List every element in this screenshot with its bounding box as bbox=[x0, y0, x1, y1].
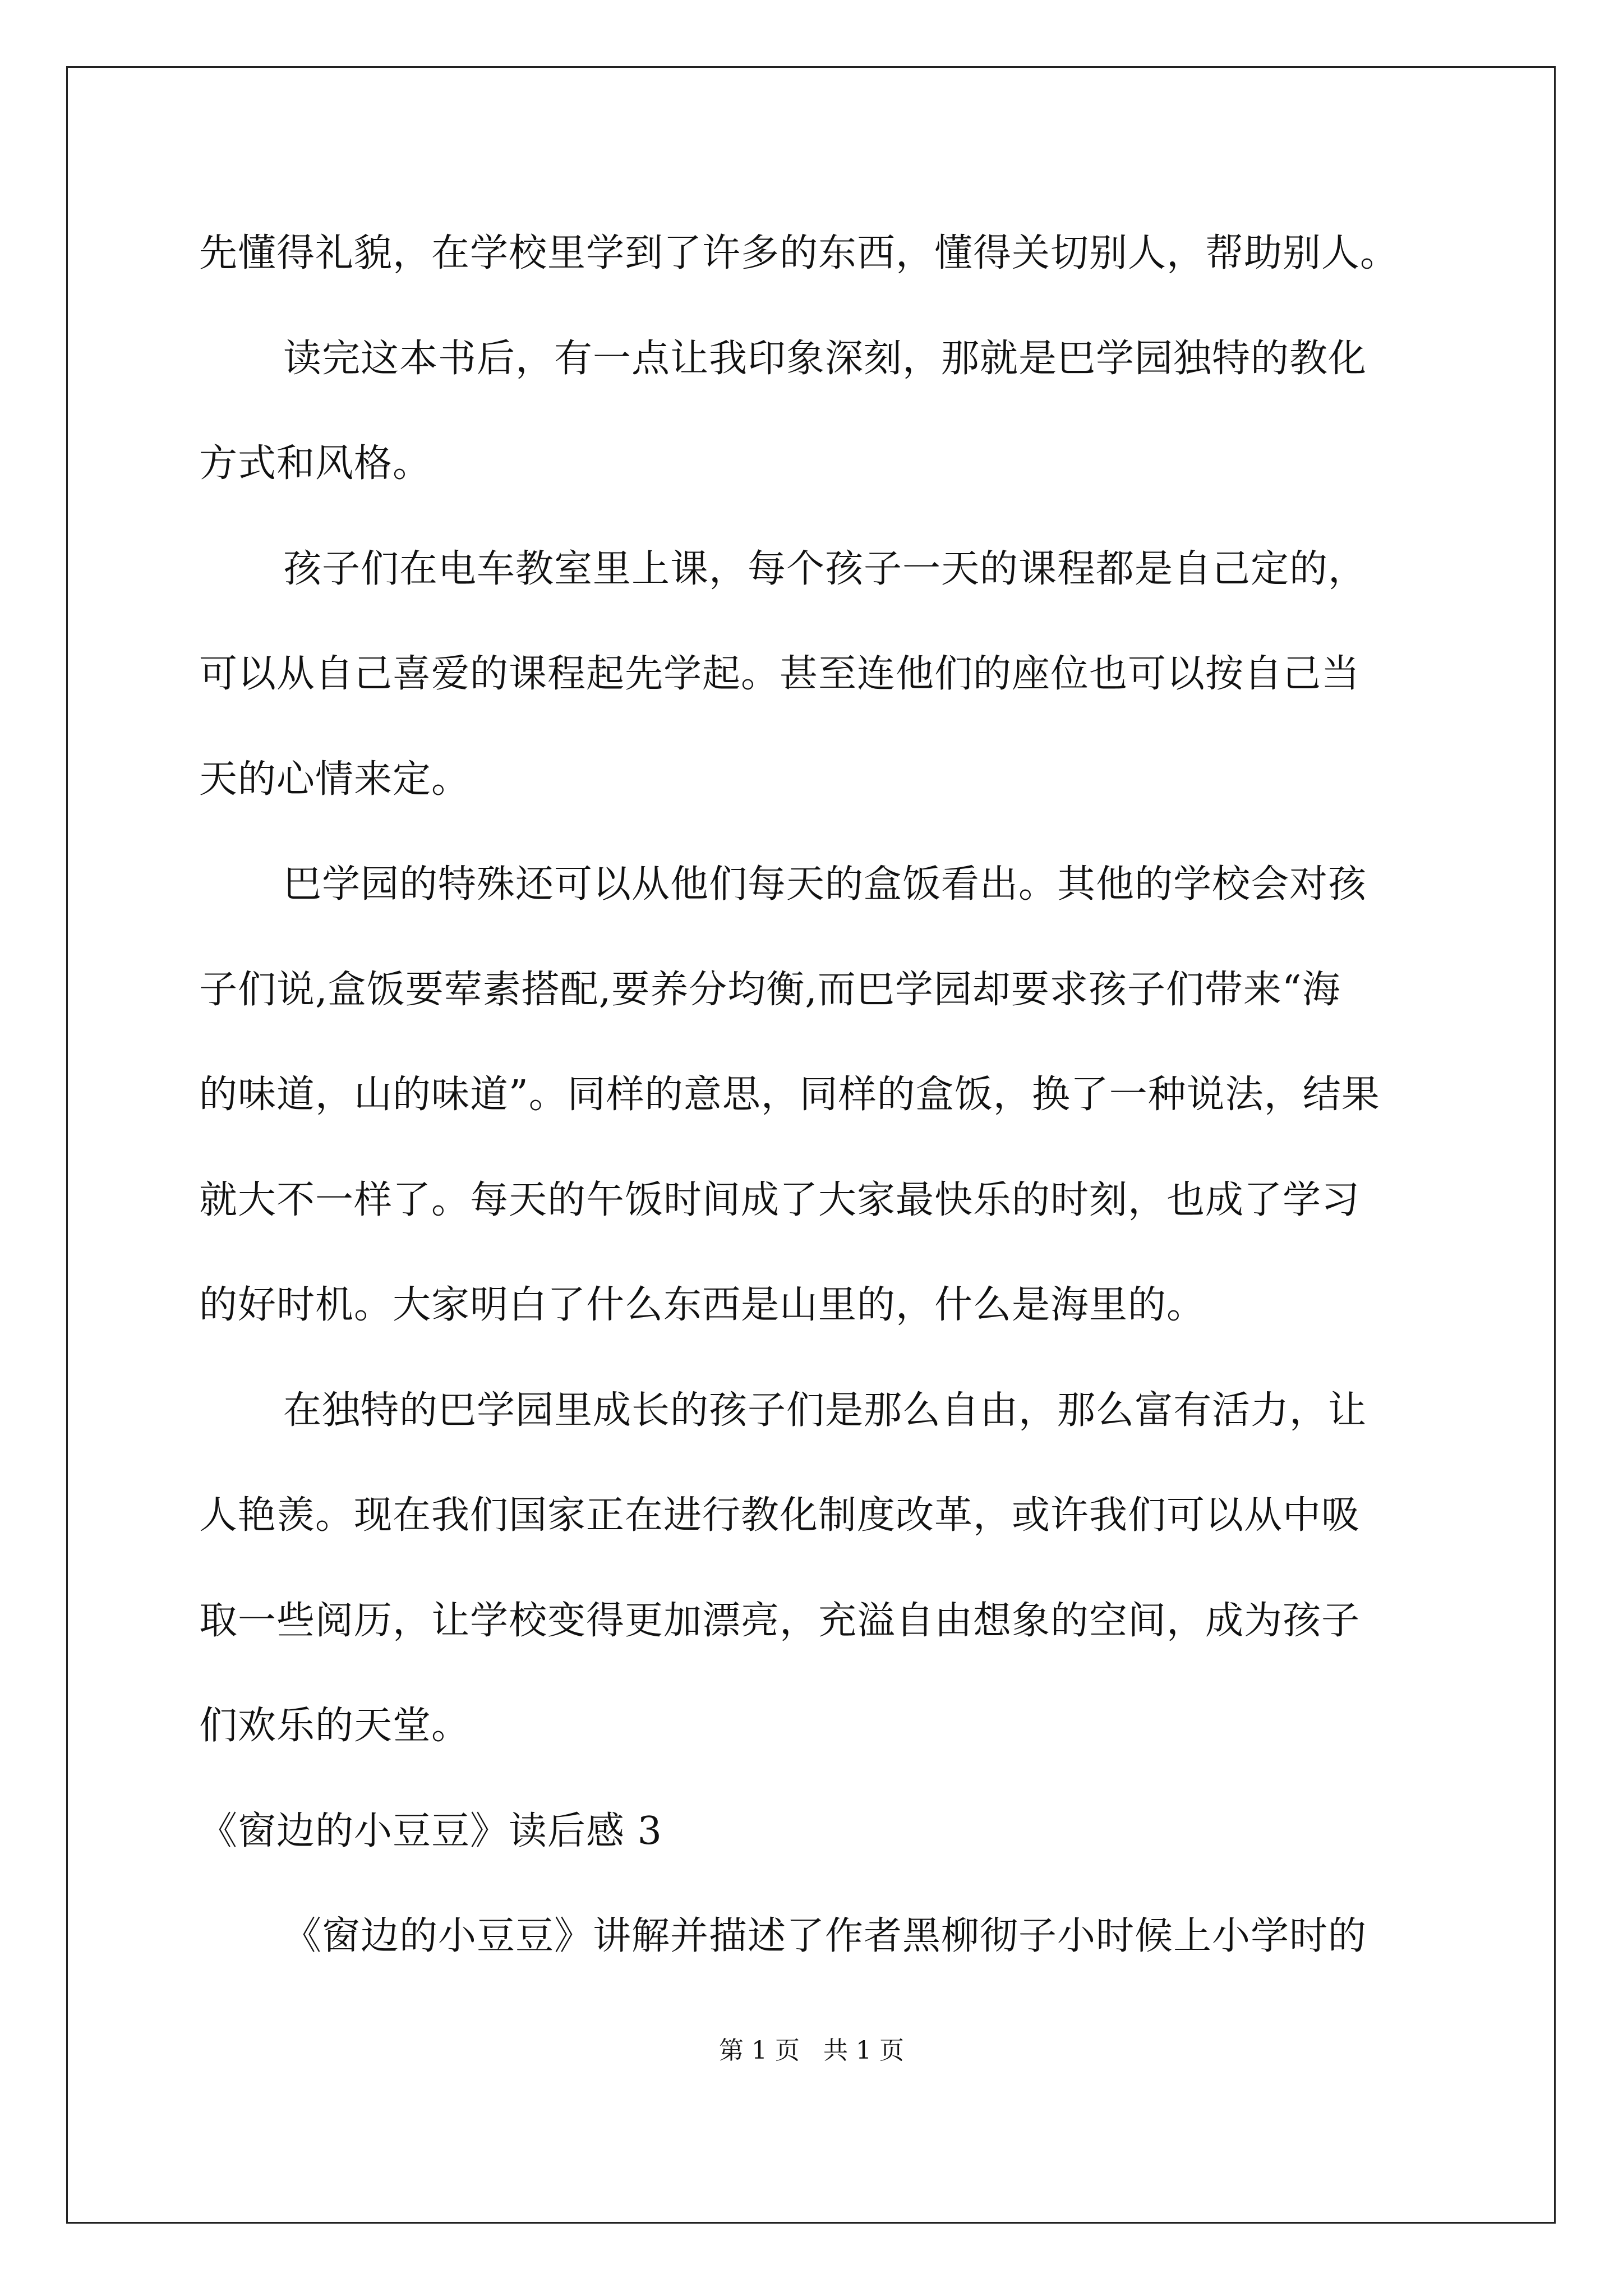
text-line-17: 《窗边的小豆豆》讲解并描述了作者黑柳彻子小时候上小学时的 bbox=[283, 1914, 1367, 1958]
text-line-14: 取一些阅历，让学校变得更加漂亮，充溢自由想象的空间，成为孩子 bbox=[199, 1599, 1361, 1643]
section-heading: 《窗边的小豆豆》读后感 3 bbox=[199, 1809, 662, 1853]
text-line-12: 在独特的巴学园里成长的孩子们是那么自由，那么富有活力，让 bbox=[283, 1388, 1367, 1433]
page-footer: 第 1 页 共 1 页 bbox=[719, 2036, 904, 2065]
text-line-6: 天的心情来定。 bbox=[199, 757, 471, 802]
text-line-3: 方式和风格。 bbox=[199, 441, 432, 486]
text-line-1: 先懂得礼貌，在学校里学到了许多的东西，懂得关切别人，帮助别人。 bbox=[199, 231, 1399, 275]
text-line-5: 可以从自己喜爱的课程起先学起。甚至连他们的座位也可以按自己当 bbox=[199, 652, 1361, 696]
page-border bbox=[66, 66, 1556, 2224]
text-line-15: 们欢乐的天堂。 bbox=[199, 1704, 471, 1748]
text-line-9: 的味道，山的味道”。同样的意思，同样的盒饭，换了一种说法，结果 bbox=[199, 1073, 1380, 1117]
text-line-10: 就大不一样了。每天的午饭时间成了大家最快乐的时刻，也成了学习 bbox=[199, 1178, 1361, 1222]
text-line-11: 的好时机。大家明白了什么东西是山里的，什么是海里的。 bbox=[199, 1283, 1206, 1327]
text-line-8: 子们说,盒饭要荤素搭配,要养分均衡,而巴学园却要求孩子们带来“海 bbox=[199, 968, 1341, 1012]
text-line-13: 人艳羡。现在我们国家正在进行教化制度改革，或许我们可以从中吸 bbox=[199, 1493, 1361, 1538]
text-line-7: 巴学园的特殊还可以从他们每天的盒饭看出。其他的学校会对孩 bbox=[283, 862, 1367, 907]
text-line-2: 读完这本书后，有一点让我印象深刻，那就是巴学园独特的教化 bbox=[283, 337, 1367, 381]
text-line-4: 孩子们在电车教室里上课，每个孩子一天的课程都是自己定的， bbox=[283, 547, 1367, 591]
